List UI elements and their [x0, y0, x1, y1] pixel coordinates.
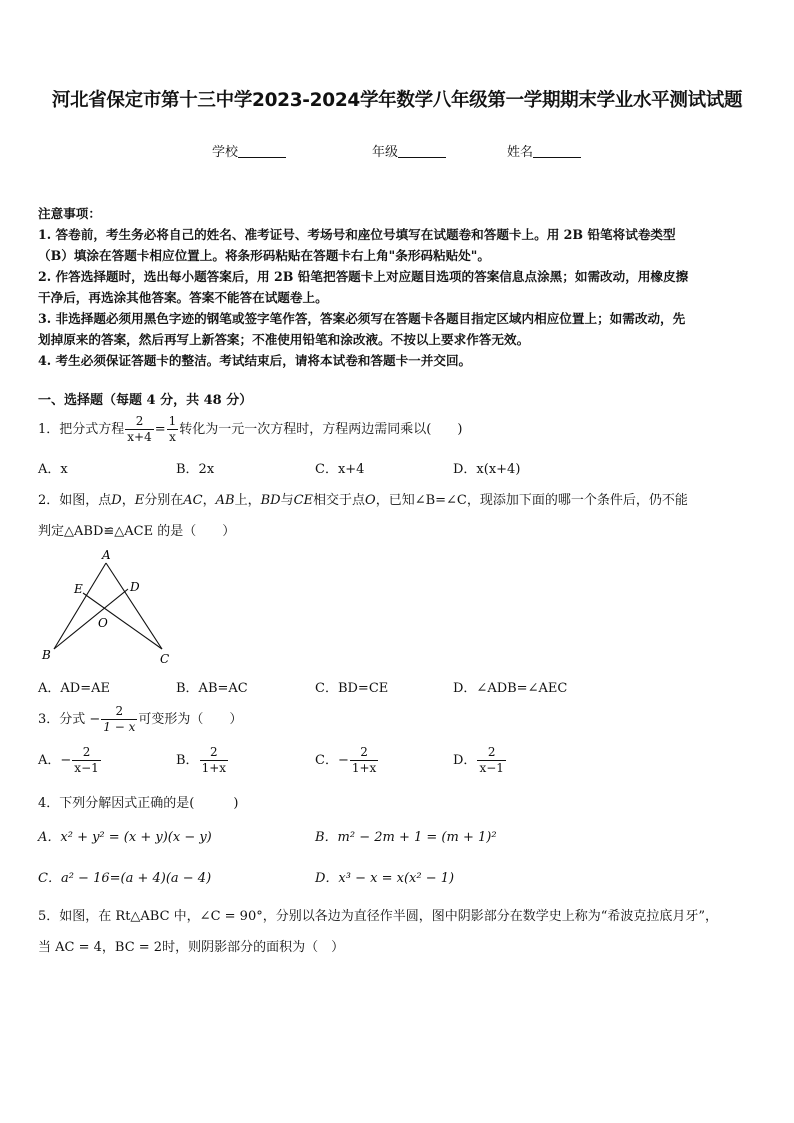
q4-option-b: B．m² − 2m + 1 = (m + 1)² [315, 830, 497, 845]
label-d: D [130, 580, 140, 594]
name-label: 姓名 [507, 145, 534, 160]
q3-option-d: D． $\frac{2}{x-1}$ [453, 745, 504, 775]
q1-option-c: C．x+4 [315, 462, 365, 477]
q1-option-b: B．2x [176, 462, 215, 477]
q1-equals: = [154, 422, 166, 437]
segment-ce [83, 593, 162, 649]
q3-fraction: $\frac{2}{1 - x}$ [103, 704, 136, 734]
grade-blank [398, 144, 446, 158]
q3-option-c: C．− $\frac{2}{1+x}$ [315, 745, 377, 775]
name-blank [533, 144, 581, 158]
q2-option-d: D．∠ADB=∠AEC [453, 681, 568, 696]
question-1-stem [38, 414, 462, 445]
notes-line: 干净后，再选涂其他答案。答案不能答在试题卷上。 [38, 290, 328, 305]
question-3-stem: 3．分式 − $\frac{2}{1 - x}$ 可变形为（ ） [38, 704, 243, 734]
q1-suffix: 转化为一元一次方程时，方程两边需同乘以( ) [179, 422, 463, 437]
triangle-figure [36, 545, 176, 670]
label-b: B [42, 648, 51, 662]
segment-ab [54, 563, 106, 649]
notes-heading: 注意事项： [38, 206, 101, 221]
question-2-line-2: 判定△ABD≌△ACE 的是（ ） [38, 524, 236, 539]
section-heading: 一、选择题（每题 4 分，共 48 分） [38, 393, 253, 408]
school-label: 学校 [212, 145, 239, 160]
grade-field [372, 141, 446, 160]
question-2-line-1: 2．如图，点D，E分别在AC，AB上，BD与CE相交于点O，已知∠B=∠C，现添加下面的哪一个条件后，仍不能 [38, 493, 688, 508]
q1-option-d: D．x(x+4) [453, 462, 521, 477]
label-e: E [74, 582, 83, 596]
notes-line: 2. 作答选择题时，选出每小题答案后，用 2B 铅笔把答题卡上对应题目选项的答案信息点涂黑；如需改动，用橡皮擦 [38, 269, 689, 284]
q4-option-c: C．a² − 16=(a + 4)(a − 4) [38, 871, 212, 886]
q1-fraction-1: $\frac{2}{x+4}$ [127, 414, 152, 444]
label-c: C [160, 652, 170, 666]
q4-option-a: A．x² + y² = (x + y)(x − y) [38, 830, 212, 845]
school-field [212, 141, 286, 160]
q4-option-d: D．x³ − x = x(x² − 1) [315, 871, 455, 886]
q2-option-a: A．AD=AE [38, 681, 110, 696]
q2-option-c: C．BD=CE [315, 681, 389, 696]
notes-line: （B）填涂在答题卡相应位置上。将条形码粘贴在答题卡右上角"条形码粘贴处"。 [38, 248, 490, 263]
q3-option-a: A．− $\frac{2}{x-1}$ [38, 745, 99, 775]
q3-option-b: B． $\frac{2}{1+x}$ [176, 745, 227, 775]
label-a: A [102, 548, 111, 562]
q2-option-b: B．AB=AC [176, 681, 248, 696]
grade-label: 年级 [372, 145, 399, 160]
segment-ac [106, 563, 162, 649]
school-blank [238, 144, 286, 158]
label-o: O [98, 616, 108, 630]
notes-line: 3. 非选择题必须用黑色字迹的钢笔或签字笔作答，答案必须写在答题卡各题目指定区域内相应位置上；如需改动，先 [38, 311, 686, 326]
question-4-stem: 4．下列分解因式正确的是( ) [38, 796, 239, 811]
question-5-line-1: 5．如图，在 Rt△ABC 中，∠C = 90°，分别以各边为直径作半圆，图中阴影部分在数学史上称为“希波克拉底月牙”， [38, 909, 719, 924]
name-field [507, 141, 581, 160]
notes-line: 划掉原来的答案，然后再写上新答案；不准使用铅笔和涂改液。不按以上要求作答无效。 [38, 332, 530, 347]
notes-block [38, 203, 760, 371]
notes-line: 4. 考生必须保证答题卡的整洁。考试结束后，请将本试卷和答题卡一并交回。 [38, 353, 472, 368]
question-5-line-2: 当 AC = 4，BC = 2时，则阴影部分的面积为（ ） [38, 940, 345, 955]
q1-prefix: 1．把分式方程 [38, 422, 125, 437]
document-title: 河北省保定市第十三中学2023-2024学年数学八年级第一学期期末学业水平测试试题 [51, 90, 743, 111]
q1-fraction-2: $\frac{1}{x}$ [168, 414, 177, 444]
q1-option-a: A．x [38, 462, 68, 477]
notes-line: 1. 答卷前，考生务必将自己的姓名、准考证号、考场号和座位号填写在试题卷和答题卡上。用 2B 铅笔将试卷类型 [38, 227, 676, 242]
